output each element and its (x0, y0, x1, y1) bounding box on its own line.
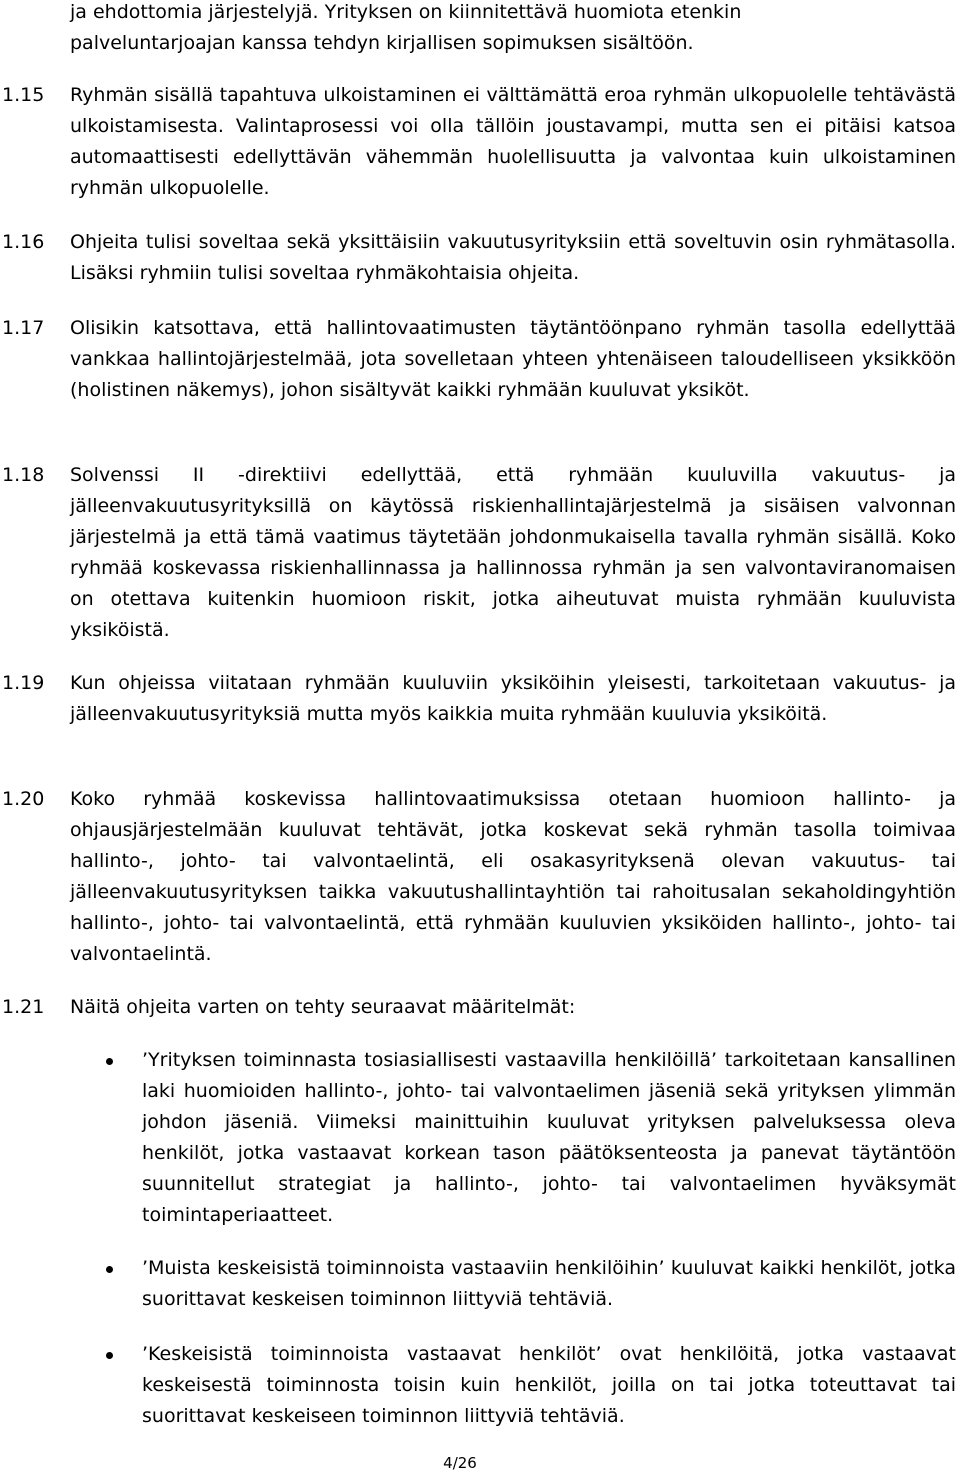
paragraph-text: Olisikin katsottava, että hallintovaatimusten täytäntöönpano ryhmän tasolla edellyttää vankkaa hallintojärjestelmää, jota sovelletaan yhteen yhtenäiseen taloudelliseen yksikköön (holistinen näkemys), johon sisältyvät kaikki ryhmään kuuluvat yksiköt. (70, 317, 956, 401)
paragraph-number: 1.20 (2, 788, 45, 810)
bullet-icon (106, 1352, 113, 1359)
paragraph-text: Ryhmän sisällä tapahtuva ulkoistaminen ei välttämättä eroa ryhmän ulkopuolelle tehtävästä ulkoistamisesta. Valintaprosessi voi olla tällöin joustavampi, mutta sen ei pitäisi katsoa automaattisesti edellyttävän vähemmän huolellisuutta ja valvontaa kuin ulkoistaminen ryhmän ulkopuolelle. (70, 84, 956, 199)
paragraph-number: 1.19 (2, 672, 45, 694)
bullet-icon (106, 1266, 113, 1273)
intro-line-2: palveluntarjoajan kanssa tehdyn kirjallisen sopimuksen sisältöön. (70, 32, 694, 54)
intro-line-1: ja ehdottomia järjestelyjä. Yrityksen on kiinnitettävä huomiota etenkin (70, 1, 742, 23)
paragraph-text: Näitä ohjeita varten on tehty seuraavat määritelmät: (70, 996, 576, 1018)
paragraph-number: 1.15 (2, 84, 45, 106)
definition-item: ’Yrityksen toiminnasta tosiasiallisesti vastaavilla henkilöillä’ tarkoitetaan kansallinen laki huomioiden hallinto-, johto- tai valvontaelimen jäseniä sekä yrityksen ylimmän johdon jäseniä. Viimeksi mainittuihin kuuluvat yrityksen palveluksessa oleva henkilöt, jotka vastaavat korkean tason päätöksenteosta ja panevat täytäntöön suunnitellut strategiat ja hallinto-, johto- tai valvontaelimen hyväksymät toimintaperiaatteet. (142, 1049, 956, 1226)
paragraph-text: Solvenssi II -direktiivi edellyttää, että ryhmään kuuluvilla vakuutus- ja jälleenvakuutusyrityksillä on käytössä riskienhallintajärjestelmä ja sisäisen valvonnan järjestelmä ja että tämä vaatimus täytetään johdonmukaisella tavalla ryhmän sisällä. Koko ryhmää koskevassa riskienhallinnassa ja hallinnossa ryhmän ja sen valvontaviranomaisen on otettava kuitenkin huomioon riskit, jotka aiheutuvat muista ryhmään kuuluvista yksiköistä. (70, 464, 956, 641)
bullet-icon (106, 1058, 113, 1065)
paragraph-number: 1.18 (2, 464, 45, 486)
definition-item: ’Keskeisistä toiminnoista vastaavat henkilöt’ ovat henkilöitä, jotka vastaavat keskeisestä toiminnosta toisin kuin henkilöt, joilla on tai jotka toteuttavat tai suorittavat keskeiseen toiminnon liittyviä tehtäviä. (142, 1343, 956, 1427)
definition-item: ’Muista keskeisistä toiminnoista vastaaviin henkilöihin’ kuuluvat kaikki henkilöt, jotka suorittavat keskeisen toiminnon liittyviä tehtäviä. (142, 1257, 956, 1310)
paragraph-number: 1.21 (2, 996, 45, 1018)
paragraph-text: Ohjeita tulisi soveltaa sekä yksittäisiin vakuutusyrityksiin että soveltuvin osin ryhmätasolla. Lisäksi ryhmiin tulisi soveltaa ryhmäkohtaisia ohjeita. (70, 231, 956, 284)
paragraph-text: Kun ohjeissa viitataan ryhmään kuuluviin yksiköihin yleisesti, tarkoitetaan vakuutus- ja jälleenvakuutusyrityksiä mutta myös kaikkia muita ryhmään kuuluvia yksiköitä. (70, 672, 956, 725)
paragraph-number: 1.17 (2, 317, 45, 339)
paragraph-number: 1.16 (2, 231, 45, 253)
page-number: 4/26 (443, 1454, 477, 1472)
paragraph-text: Koko ryhmää koskevissa hallintovaatimuksissa otetaan huomioon hallinto- ja ohjausjärjestelmään kuuluvat tehtävät, jotka koskevat sekä ryhmän tasolla toimivaa hallinto-, johto- tai valvontaelintä, eli osakasyrityksenä olevan vakuutus- tai jälleenvakuutusyrityksen taikka vakuutushallintayhtiön tai rahoitusalan sekaholdingyhtiön hallinto-, johto- tai valvontaelintä, että ryhmään kuuluvien yksiköiden hallinto-, johto- tai valvontaelintä. (70, 788, 956, 965)
